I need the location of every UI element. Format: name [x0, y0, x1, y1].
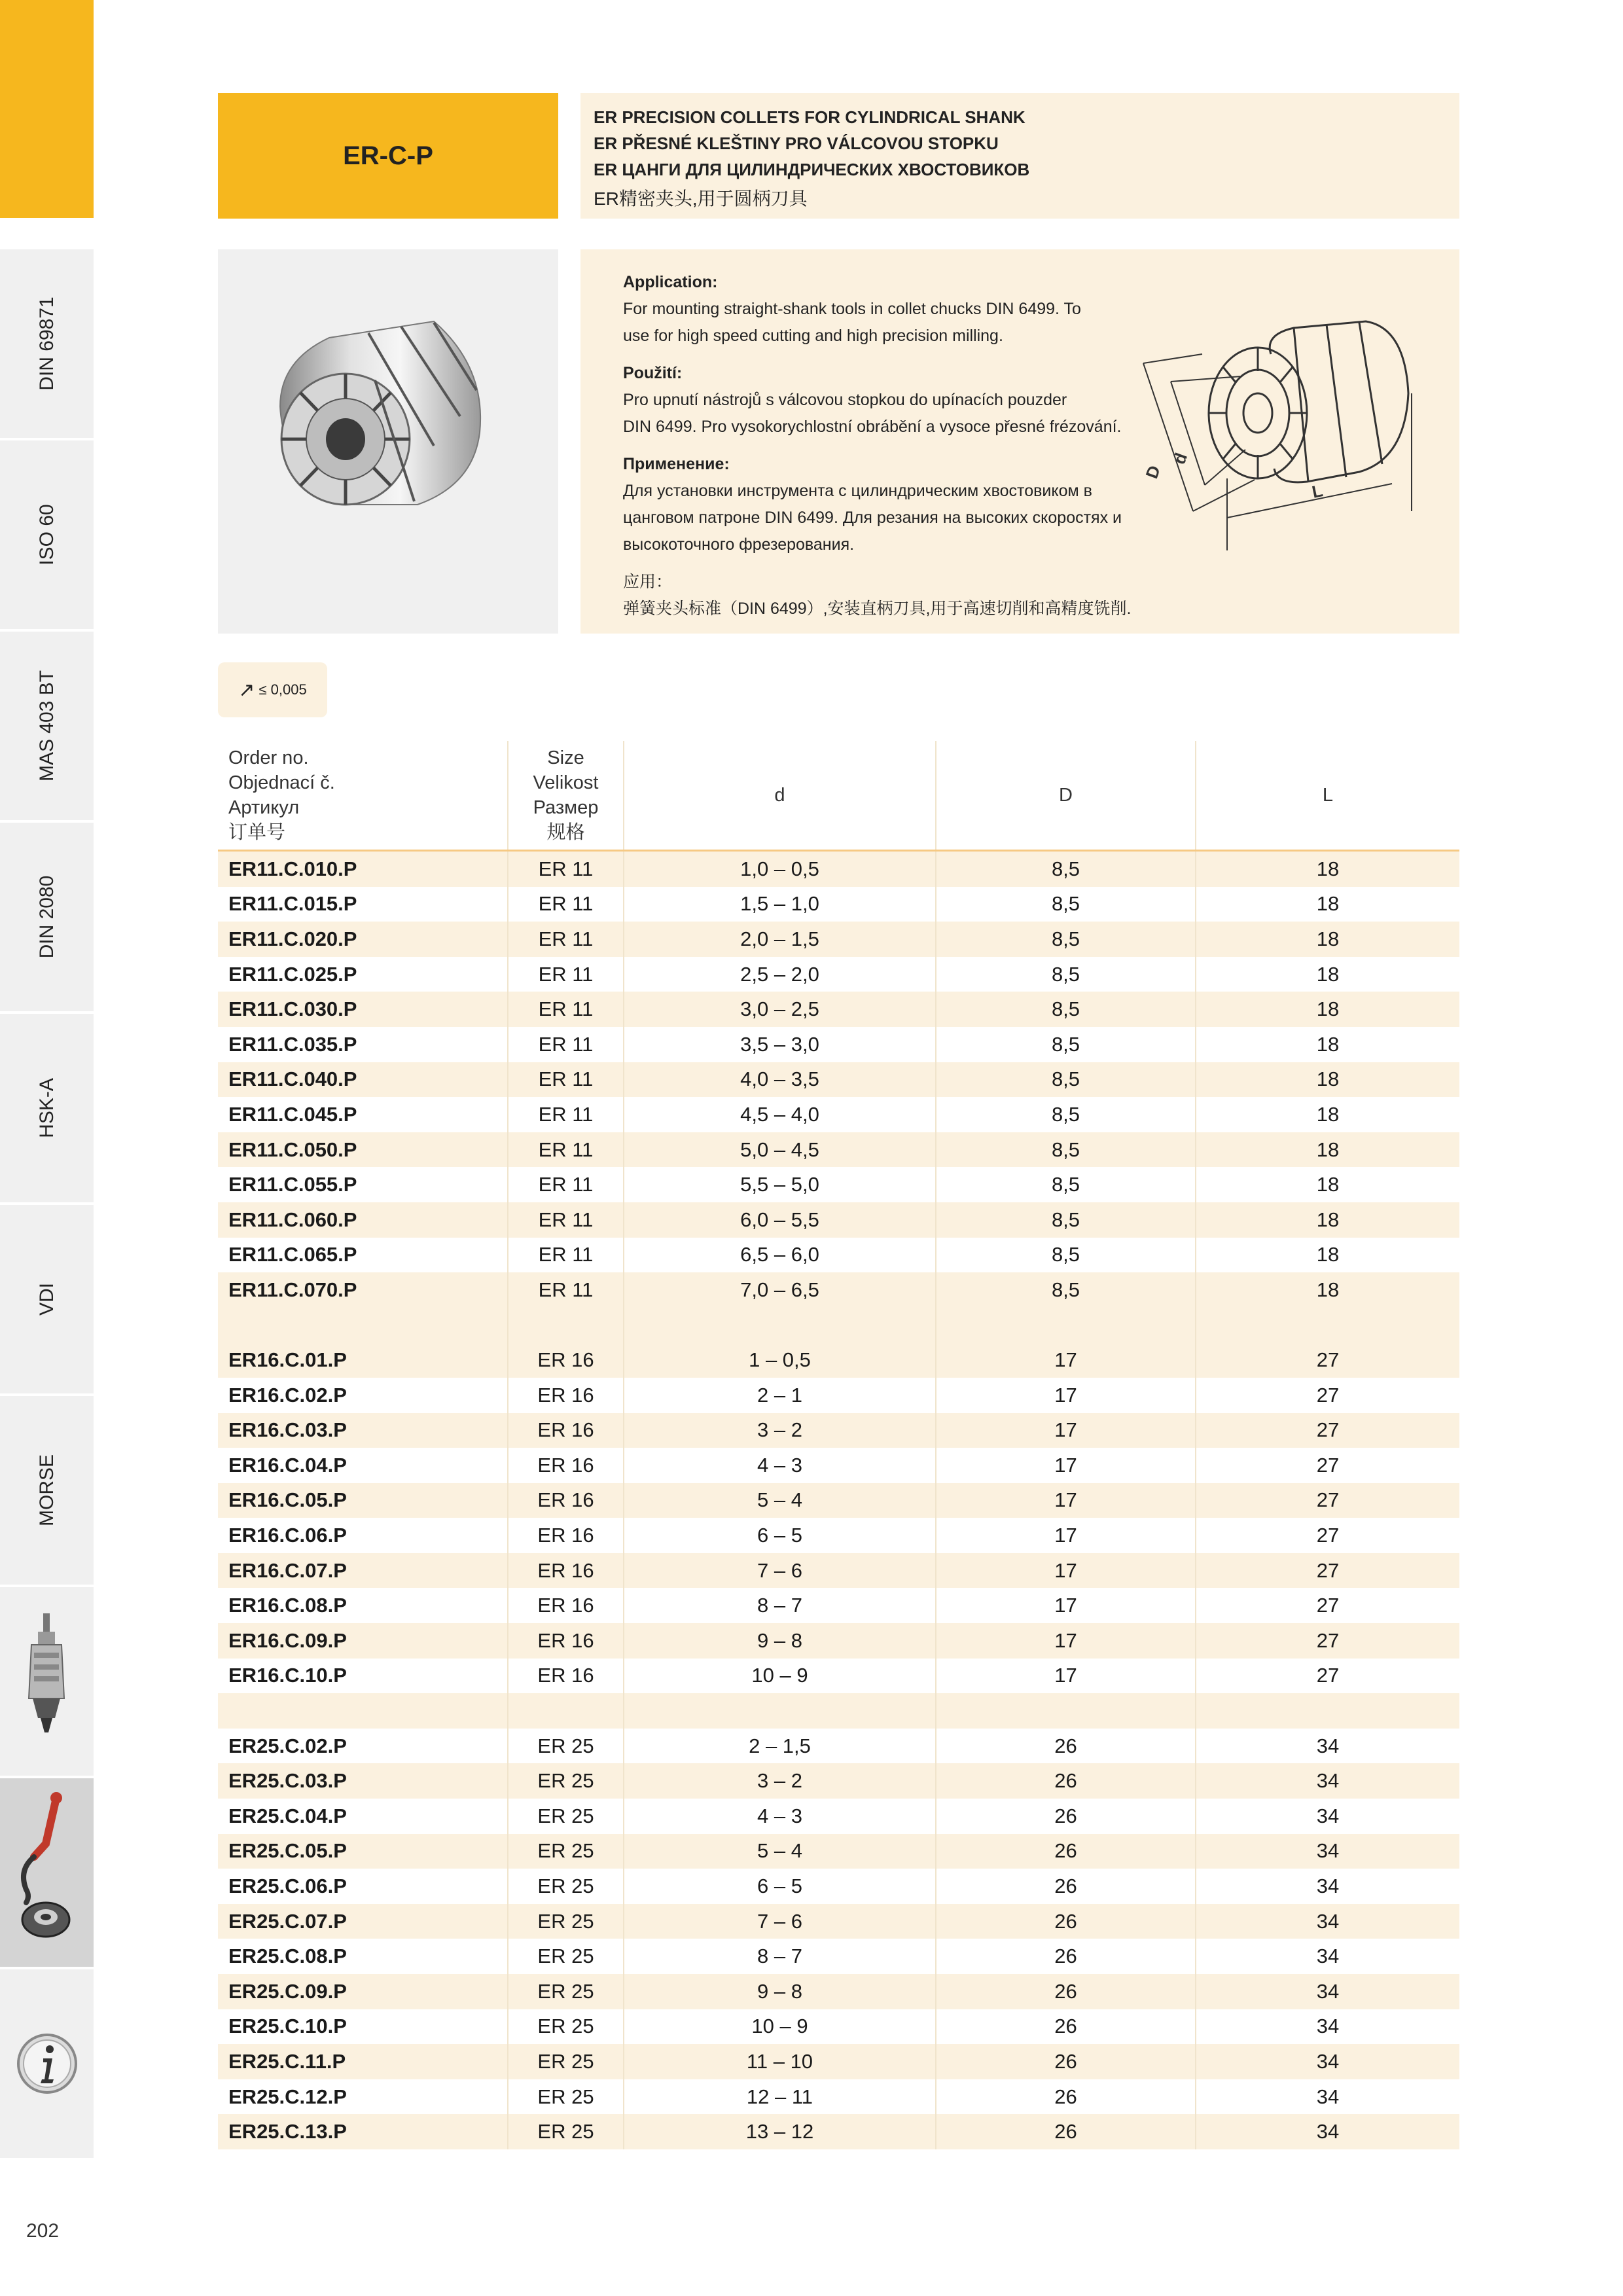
- application-text-zh-1: 弹簧夹头标准（DIN 6499）,安装直柄刀具,用于高速切削和高精度铣削.: [623, 600, 1132, 618]
- cell-D: 26: [936, 1729, 1196, 1764]
- product-title: ER-C-P: [343, 141, 433, 170]
- cell-D: 26: [936, 1939, 1196, 1974]
- cell-d: 3 – 2: [624, 1413, 936, 1448]
- description-ru: ER ЦАНГИ ДЛЯ ЦИЛИНДРИЧЕСКИХ ХВОСТОВИКОВ: [594, 160, 1030, 179]
- table-row: [218, 1483, 1459, 1518]
- cell-size: ER 25: [508, 2114, 624, 2149]
- cell-d: 2,0 – 1,5: [624, 922, 936, 957]
- sidebar-tab-label: MAS 403 BT: [35, 670, 58, 782]
- header-L: L: [1196, 741, 1459, 851]
- cell-L: 34: [1316, 2015, 1340, 2038]
- cell-size: ER 16: [508, 1588, 624, 1623]
- cell-L: 27: [1316, 1594, 1340, 1617]
- sidebar-tab-label: DIN 69871: [35, 296, 58, 391]
- cell-D: 26: [936, 1763, 1196, 1799]
- table-row: [218, 1834, 1459, 1869]
- table-header-row: [218, 741, 1459, 851]
- cell-L: 18: [1316, 1032, 1340, 1056]
- cell-D: 17: [936, 1518, 1196, 1553]
- table-row: [218, 1939, 1459, 1974]
- cell-size: ER 11: [508, 851, 624, 887]
- table-row: [218, 922, 1459, 957]
- cell-size: ER 11: [508, 1272, 624, 1308]
- table-row: [218, 1588, 1459, 1623]
- cell-size: ER 16: [508, 1378, 624, 1413]
- cell-L: 27: [1316, 1664, 1340, 1687]
- cell-D: 17: [936, 1448, 1196, 1483]
- cell-d: 5,5 – 5,0: [624, 1167, 936, 1202]
- cell-order-no: ER25.C.03.P: [218, 1763, 508, 1799]
- application-heading-ru: Применение:: [623, 455, 730, 473]
- sidebar-tab-label: HSK-A: [35, 1078, 58, 1138]
- cell-d: 11 – 10: [624, 2044, 936, 2079]
- sidebar-accent-block: [0, 0, 94, 218]
- cell-D: 17: [936, 1588, 1196, 1623]
- application-text-ru-3: высокоточного фрезерования.: [623, 535, 855, 554]
- table-row: [218, 2044, 1459, 2079]
- cell-L: 27: [1316, 1524, 1340, 1547]
- runout-icon: ↗: [238, 679, 255, 701]
- cell-D: 17: [936, 1623, 1196, 1659]
- cell-size: ER 16: [508, 1623, 624, 1659]
- cell-order-no: ER11.C.020.P: [218, 922, 508, 957]
- cell-D: 17: [936, 1553, 1196, 1588]
- collet-photo-icon: [218, 249, 558, 634]
- table-row: [218, 1097, 1459, 1132]
- cell-D: 8,5: [936, 1238, 1196, 1273]
- cell-d: 6,5 – 6,0: [624, 1238, 936, 1273]
- cell-L: 18: [1316, 1102, 1340, 1126]
- cell-size: ER 25: [508, 1904, 624, 1939]
- cell-order-no: ER16.C.10.P: [218, 1659, 508, 1694]
- cell-size: ER 25: [508, 2079, 624, 2115]
- cell-size: ER 16: [508, 1448, 624, 1483]
- sidebar-tab-din-2080[interactable]: [0, 821, 94, 1011]
- cell-size: ER 25: [508, 2044, 624, 2079]
- cell-order-no: ER11.C.060.P: [218, 1202, 508, 1238]
- sidebar-tab-label: ISO 60: [35, 504, 58, 565]
- table-row: [218, 1272, 1459, 1308]
- cell-size: ER 25: [508, 1974, 624, 2009]
- cell-size: ER 25: [508, 1939, 624, 1974]
- drill-chuck-icon: [0, 1587, 94, 1776]
- header-D: D: [936, 741, 1196, 851]
- category-sidebar: [0, 0, 94, 2173]
- cell-order-no: ER11.C.015.P: [218, 887, 508, 922]
- sidebar-tab-hsk-a[interactable]: [0, 1012, 94, 1202]
- cell-order-no: ER25.C.08.P: [218, 1939, 508, 1974]
- application-text-en-2: use for high speed cutting and high precision milling.: [623, 327, 1003, 345]
- cell-size: ER 11: [508, 1202, 624, 1238]
- cell-order-no: ER11.C.070.P: [218, 1272, 508, 1308]
- cell-D: 26: [936, 1834, 1196, 1869]
- table-row: [218, 887, 1459, 922]
- cell-d: 9 – 8: [624, 1974, 936, 2009]
- cell-size: ER 16: [508, 1553, 624, 1588]
- spacer-cell: [508, 1308, 624, 1343]
- table-row: [218, 1623, 1459, 1659]
- cell-order-no: ER16.C.01.P: [218, 1342, 508, 1378]
- sidebar-tab-drill-chuck[interactable]: [0, 1585, 94, 1776]
- product-photo: [218, 249, 558, 634]
- table-row: [218, 2079, 1459, 2115]
- table-row: [218, 2009, 1459, 2045]
- cell-D: 17: [936, 1659, 1196, 1694]
- cell-order-no: ER16.C.06.P: [218, 1518, 508, 1553]
- cell-L: 34: [1316, 1734, 1340, 1757]
- cell-order-no: ER25.C.05.P: [218, 1834, 508, 1869]
- cell-order-no: ER11.C.065.P: [218, 1238, 508, 1273]
- cell-d: 4,0 – 3,5: [624, 1062, 936, 1098]
- sidebar-tab-morse[interactable]: [0, 1394, 94, 1585]
- cell-size: ER 11: [508, 992, 624, 1027]
- cell-L: 34: [1316, 1874, 1340, 1898]
- table-row: [218, 851, 1459, 887]
- description-en: ER PRECISION COLLETS FOR CYLINDRICAL SHANK: [594, 107, 1026, 127]
- spacer-cell: [218, 1693, 508, 1729]
- cell-d: 2 – 1,5: [624, 1729, 936, 1764]
- cell-D: 8,5: [936, 1132, 1196, 1168]
- sidebar-tab-din-69871[interactable]: [0, 247, 94, 438]
- spacer-cell: [624, 1693, 936, 1729]
- cell-D: 8,5: [936, 992, 1196, 1027]
- cell-d: 5 – 4: [624, 1834, 936, 1869]
- table-row: [218, 1167, 1459, 1202]
- collet-dimension-drawing: [1130, 308, 1444, 570]
- cell-d: 3,0 – 2,5: [624, 992, 936, 1027]
- cell-size: ER 16: [508, 1342, 624, 1378]
- application-heading-zh: 应用：: [623, 573, 673, 591]
- cell-L: 18: [1316, 962, 1340, 986]
- table-spacer-row: [218, 1693, 1459, 1729]
- spacer-cell: [936, 1308, 1196, 1343]
- table-row: [218, 1238, 1459, 1273]
- cell-order-no: ER11.C.050.P: [218, 1132, 508, 1168]
- cell-order-no: ER16.C.05.P: [218, 1483, 508, 1518]
- cell-D: 17: [936, 1342, 1196, 1378]
- cell-size: ER 11: [508, 1132, 624, 1168]
- cell-D: 17: [936, 1378, 1196, 1413]
- table-row: [218, 1799, 1459, 1834]
- cell-d: 9 – 8: [624, 1623, 936, 1659]
- header-order-no: Order no. Objednací č. Артикул 订单号: [218, 741, 508, 851]
- cell-order-no: ER11.C.025.P: [218, 957, 508, 992]
- cell-D: 26: [936, 2044, 1196, 2079]
- application-text: [623, 269, 1186, 622]
- cell-d: 2,5 – 2,0: [624, 957, 936, 992]
- wrench-collet-icon: [0, 1778, 94, 1967]
- cell-order-no: ER25.C.09.P: [218, 1974, 508, 2009]
- cell-d: 1,5 – 1,0: [624, 887, 936, 922]
- cell-order-no: ER16.C.07.P: [218, 1553, 508, 1588]
- cell-L: 34: [1196, 1763, 1459, 1799]
- cell-size: ER 11: [508, 1027, 624, 1062]
- collet-table: [218, 741, 1459, 2149]
- cell-size: ER 16: [508, 1659, 624, 1694]
- cell-L: 34: [1316, 1945, 1340, 1968]
- cell-d: 6 – 5: [624, 1869, 936, 1904]
- cell-size: ER 11: [508, 1167, 624, 1202]
- cell-L: 34: [1196, 1904, 1459, 1939]
- table-row: [218, 1413, 1459, 1448]
- cell-D: 17: [936, 1483, 1196, 1518]
- cell-size: ER 25: [508, 2009, 624, 2045]
- cell-D: 8,5: [936, 1097, 1196, 1132]
- cell-L: 34: [1196, 1834, 1459, 1869]
- description-cz: ER PŘESNÉ KLEŠTINY PRO VÁLCOVOU STOPKU: [594, 134, 999, 153]
- cell-order-no: ER11.C.010.P: [218, 851, 508, 887]
- cell-L: 18: [1316, 1173, 1340, 1196]
- cell-order-no: ER16.C.02.P: [218, 1378, 508, 1413]
- application-text-ru-2: цанговом патроне DIN 6499. Для резания на высоких скоростях и: [623, 509, 1122, 527]
- cell-order-no: ER25.C.11.P: [218, 2044, 508, 2079]
- table-row: [218, 2114, 1459, 2149]
- cell-size: ER 16: [508, 1518, 624, 1553]
- cell-order-no: ER25.C.04.P: [218, 1799, 508, 1834]
- description-zh: ER精密夹头,用于圆柄刀具: [594, 188, 808, 209]
- table-row: [218, 1763, 1459, 1799]
- cell-order-no: ER25.C.10.P: [218, 2009, 508, 2045]
- cell-d: 12 – 11: [624, 2079, 936, 2115]
- application-text-cz-1: Pro upnutí nástrojů s válcovou stopkou do upínacích pouzder: [623, 391, 1067, 409]
- table-row: [218, 1062, 1459, 1098]
- cell-d: 10 – 9: [624, 1659, 936, 1694]
- cell-d: 7 – 6: [624, 1553, 936, 1588]
- spacer-cell: [624, 1308, 936, 1343]
- spacer-cell: [936, 1693, 1196, 1729]
- cell-L: 27: [1196, 1342, 1459, 1378]
- application-text-cz-2: DIN 6499. Pro vysokorychlostní obrábění a vysoce přesné frézování.: [623, 418, 1122, 436]
- info-icon: [0, 1969, 94, 2158]
- cell-order-no: ER25.C.13.P: [218, 2114, 508, 2149]
- cell-order-no: ER11.C.055.P: [218, 1167, 508, 1202]
- spacer-cell: [218, 1308, 508, 1343]
- cell-D: 8,5: [936, 1202, 1196, 1238]
- cell-order-no: ER16.C.08.P: [218, 1588, 508, 1623]
- cell-D: 8,5: [936, 851, 1196, 887]
- table-row: [218, 1378, 1459, 1413]
- cell-L: 34: [1316, 1804, 1340, 1827]
- application-heading-cz: Použití:: [623, 364, 683, 382]
- cell-L: 18: [1196, 1202, 1459, 1238]
- sidebar-tab-info[interactable]: [0, 1967, 94, 2158]
- cell-d: 10 – 9: [624, 2009, 936, 2045]
- cell-L: 18: [1196, 1132, 1459, 1168]
- table-row: [218, 1342, 1459, 1378]
- cell-L: 18: [1196, 922, 1459, 957]
- cell-L: 34: [1196, 1974, 1459, 2009]
- cell-D: 8,5: [936, 922, 1196, 957]
- cell-order-no: ER11.C.045.P: [218, 1097, 508, 1132]
- header-d: d: [624, 741, 936, 851]
- cell-D: 8,5: [936, 957, 1196, 992]
- cell-D: 26: [936, 2114, 1196, 2149]
- application-box: [580, 249, 1459, 634]
- sidebar-tab-collet-wrench[interactable]: [0, 1776, 94, 1967]
- table-row: [218, 1729, 1459, 1764]
- cell-d: 8 – 7: [624, 1939, 936, 1974]
- cell-d: 4 – 3: [624, 1448, 936, 1483]
- cell-L: 27: [1196, 1413, 1459, 1448]
- cell-L: 34: [1196, 2114, 1459, 2149]
- cell-size: ER 25: [508, 1869, 624, 1904]
- cell-size: ER 11: [508, 1238, 624, 1273]
- sidebar-tab-iso-60[interactable]: [0, 439, 94, 629]
- diagram-label-D: D: [1141, 463, 1165, 482]
- product-title-box: [218, 93, 558, 219]
- cell-L: 27: [1316, 1453, 1340, 1477]
- table-row: [218, 1027, 1459, 1062]
- sidebar-tab-label: MORSE: [35, 1454, 58, 1527]
- table-row: [218, 992, 1459, 1027]
- cell-L: 27: [1196, 1483, 1459, 1518]
- cell-L: 27: [1316, 1383, 1340, 1407]
- table-row: [218, 1448, 1459, 1483]
- table-row: [218, 1553, 1459, 1588]
- table-row: [218, 1974, 1459, 2009]
- cell-order-no: ER11.C.035.P: [218, 1027, 508, 1062]
- diagram-label-d: d: [1169, 450, 1192, 467]
- cell-order-no: ER11.C.030.P: [218, 992, 508, 1027]
- cell-d: 6 – 5: [624, 1518, 936, 1553]
- cell-D: 8,5: [936, 1272, 1196, 1308]
- cell-L: 18: [1196, 992, 1459, 1027]
- sidebar-tab-vdi[interactable]: [0, 1203, 94, 1393]
- cell-L: 34: [1196, 2044, 1459, 2079]
- cell-D: 26: [936, 2009, 1196, 2045]
- cell-size: ER 25: [508, 1763, 624, 1799]
- sidebar-tab-mas-403-bt[interactable]: [0, 630, 94, 820]
- cell-size: ER 25: [508, 1729, 624, 1764]
- cell-size: ER 11: [508, 1097, 624, 1132]
- cell-d: 7 – 6: [624, 1904, 936, 1939]
- cell-L: 18: [1196, 1062, 1459, 1098]
- cell-d: 8 – 7: [624, 1588, 936, 1623]
- table-row: [218, 957, 1459, 992]
- spacer-cell: [1196, 1693, 1459, 1729]
- table-spacer-row: [218, 1308, 1459, 1343]
- table-row: [218, 1202, 1459, 1238]
- diagram-label-L: L: [1310, 480, 1325, 502]
- application-text-en-1: For mounting straight-shank tools in collet chucks DIN 6499. To: [623, 300, 1081, 318]
- spacer-cell: [508, 1693, 624, 1729]
- cell-order-no: ER25.C.06.P: [218, 1869, 508, 1904]
- cell-D: 26: [936, 1974, 1196, 2009]
- cell-d: 4,5 – 4,0: [624, 1097, 936, 1132]
- application-text-ru-1: Для установки инструмента с цилиндрическим хвостовиком в: [623, 482, 1092, 500]
- cell-L: 18: [1316, 1243, 1340, 1266]
- cell-size: ER 11: [508, 1062, 624, 1098]
- cell-d: 2 – 1: [624, 1378, 936, 1413]
- cell-d: 1 – 0,5: [624, 1342, 936, 1378]
- cell-size: ER 11: [508, 922, 624, 957]
- cell-L: 34: [1316, 2085, 1340, 2108]
- cell-d: 13 – 12: [624, 2114, 936, 2149]
- cell-D: 8,5: [936, 887, 1196, 922]
- cell-d: 5 – 4: [624, 1483, 936, 1518]
- sidebar-tab-label: DIN 2080: [35, 875, 58, 959]
- cell-d: 3,5 – 3,0: [624, 1027, 936, 1062]
- spacer-cell: [1196, 1308, 1459, 1343]
- page-number: 202: [26, 2220, 60, 2242]
- cell-D: 8,5: [936, 1167, 1196, 1202]
- cell-L: 18: [1196, 1272, 1459, 1308]
- cell-size: ER 16: [508, 1413, 624, 1448]
- table-row: [218, 1904, 1459, 1939]
- cell-d: 6,0 – 5,5: [624, 1202, 936, 1238]
- application-heading-en: Application:: [623, 273, 718, 291]
- cell-D: 26: [936, 1869, 1196, 1904]
- cell-order-no: ER25.C.12.P: [218, 2079, 508, 2115]
- cell-order-no: ER16.C.04.P: [218, 1448, 508, 1483]
- cell-D: 26: [936, 2079, 1196, 2115]
- header-size: Size Velikost Размер 规格: [508, 741, 624, 851]
- cell-D: 8,5: [936, 1062, 1196, 1098]
- cell-d: 7,0 – 6,5: [624, 1272, 936, 1308]
- cell-order-no: ER16.C.09.P: [218, 1623, 508, 1659]
- cell-D: 26: [936, 1799, 1196, 1834]
- cell-L: 18: [1316, 892, 1340, 916]
- cell-size: ER 25: [508, 1834, 624, 1869]
- cell-D: 26: [936, 1904, 1196, 1939]
- table-row: [218, 1659, 1459, 1694]
- cell-order-no: ER16.C.03.P: [218, 1413, 508, 1448]
- cell-L: 27: [1196, 1623, 1459, 1659]
- runout-value: ≤ 0,005: [259, 681, 307, 698]
- cell-D: 8,5: [936, 1027, 1196, 1062]
- cell-d: 5,0 – 4,5: [624, 1132, 936, 1168]
- cell-L: 18: [1196, 851, 1459, 887]
- table-row: [218, 1132, 1459, 1168]
- cell-size: ER 11: [508, 957, 624, 992]
- table-row: [218, 1518, 1459, 1553]
- cell-L: 27: [1196, 1553, 1459, 1588]
- cell-size: ER 25: [508, 1799, 624, 1834]
- cell-order-no: ER11.C.040.P: [218, 1062, 508, 1098]
- cell-size: ER 11: [508, 887, 624, 922]
- cell-d: 1,0 – 0,5: [624, 851, 936, 887]
- runout-tolerance-badge: [218, 662, 327, 717]
- cell-order-no: ER25.C.02.P: [218, 1729, 508, 1764]
- product-description-box: [580, 93, 1459, 219]
- cell-D: 17: [936, 1413, 1196, 1448]
- cell-d: 4 – 3: [624, 1799, 936, 1834]
- cell-order-no: ER25.C.07.P: [218, 1904, 508, 1939]
- table-row: [218, 1869, 1459, 1904]
- cell-d: 3 – 2: [624, 1763, 936, 1799]
- sidebar-tab-label: VDI: [35, 1282, 58, 1316]
- cell-size: ER 16: [508, 1483, 624, 1518]
